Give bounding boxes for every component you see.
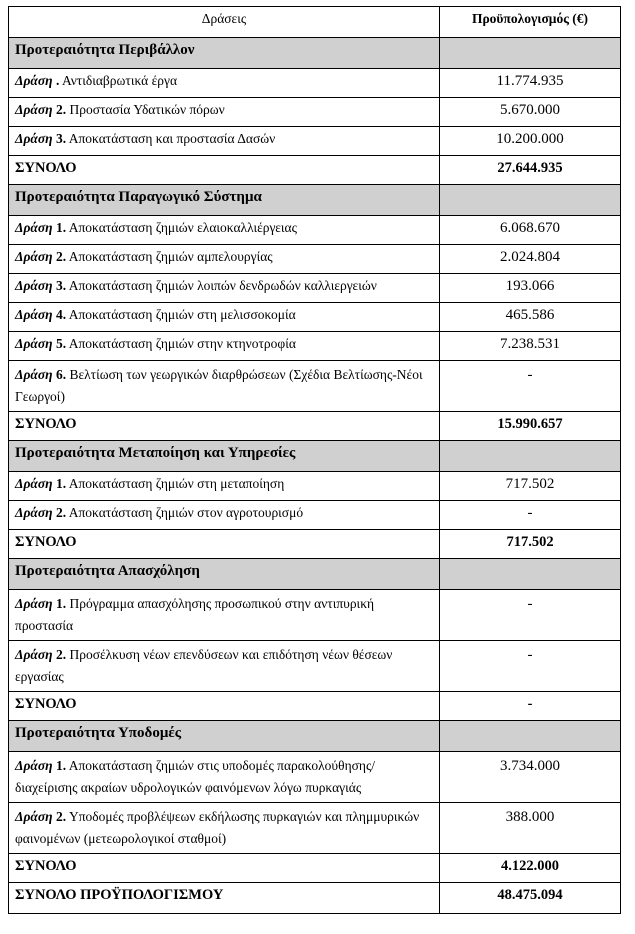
total-row (9, 530, 621, 559)
section-row (9, 441, 621, 472)
total-value: 717.502 (440, 530, 621, 559)
action-budget: - (440, 361, 621, 412)
action-budget: 6.068.670 (440, 216, 621, 245)
action-budget: 465.586 (440, 303, 621, 332)
action-number: 1. (52, 476, 67, 491)
action-row (9, 303, 621, 332)
section-empty-cell (440, 721, 621, 752)
action-number: . (52, 73, 60, 88)
action-prefix: Δράση (15, 249, 53, 264)
action-budget: 193.066 (440, 274, 621, 303)
action-budget: 10.200.000 (440, 127, 621, 156)
action-number: 5. (52, 336, 67, 351)
action-budget: 388.000 (440, 803, 621, 854)
action-row (9, 245, 621, 274)
total-label: ΣΥΝΟΛΟ (9, 412, 440, 441)
total-row (9, 692, 621, 721)
section-row (9, 185, 621, 216)
action-row (9, 216, 621, 245)
action-budget: 2.024.804 (440, 245, 621, 274)
total-value: 27.644.935 (440, 156, 621, 185)
section-title: Προτεραιότητα Περιβάλλον (9, 38, 440, 69)
action-number: 3. (52, 131, 67, 146)
action-prefix: Δράση (15, 220, 53, 235)
action-text: Αποκατάσταση ζημιών στη μεταποίηση (66, 476, 285, 491)
action-description (9, 332, 440, 361)
action-prefix: Δράση (15, 131, 53, 146)
total-row (9, 156, 621, 185)
total-row (9, 854, 621, 883)
action-text: Αποκατάσταση και προστασία Δασών (66, 131, 276, 146)
action-text: Αποκατάσταση ζημιών στον αγροτουρισμό (66, 505, 304, 520)
action-number: 6. (52, 367, 67, 382)
action-prefix: Δράση (15, 505, 53, 520)
total-row (9, 412, 621, 441)
action-budget: 7.238.531 (440, 332, 621, 361)
action-text: Αντιδιαβρωτικά έργα (59, 73, 178, 88)
action-description (9, 590, 440, 641)
action-prefix: Δράση (15, 647, 53, 662)
action-number: 1. (52, 220, 67, 235)
action-number: 2. (52, 102, 67, 117)
total-value: 4.122.000 (440, 854, 621, 883)
action-number: 3. (52, 278, 67, 293)
action-prefix: Δράση (15, 278, 53, 293)
section-title: Προτεραιότητα Υποδομές (9, 721, 440, 752)
action-text: Υποδομές προβλέψεων εκδήλωσης πυρκαγιών και πλημμυρικών φαινομένων (μετεωρολογικοί σταθμοί) (15, 809, 420, 846)
grand-total-label: ΣΥΝΟΛΟ ΠΡΟΫΠΟΛΟΓΙΣΜΟΥ (9, 883, 440, 914)
action-row (9, 361, 621, 412)
action-description (9, 127, 440, 156)
action-description (9, 69, 440, 98)
action-description (9, 752, 440, 803)
action-number: 1. (52, 596, 67, 611)
action-text: Αποκατάσταση ζημιών στην κτηνοτροφία (66, 336, 296, 351)
action-prefix: Δράση (15, 307, 53, 322)
action-number: 2. (52, 505, 67, 520)
action-budget: - (440, 641, 621, 692)
grand-total-row (9, 883, 621, 914)
total-label: ΣΥΝΟΛΟ (9, 692, 440, 721)
action-budget: 717.502 (440, 472, 621, 501)
section-title: Προτεραιότητα Μεταποίηση και Υπηρεσίες (9, 441, 440, 472)
action-prefix: Δράση (15, 73, 53, 88)
header-actions: Δράσεις (9, 7, 440, 38)
action-row (9, 803, 621, 854)
header-budget: Προϋπολογισμός (€) (440, 7, 621, 38)
action-number: 4. (52, 307, 67, 322)
action-text: Προσέλκυση νέων επενδύσεων και επιδότηση νέων θέσεων εργασίας (15, 647, 393, 684)
total-label: ΣΥΝΟΛΟ (9, 156, 440, 185)
action-description (9, 361, 440, 412)
action-prefix: Δράση (15, 367, 53, 382)
header-row (9, 7, 621, 38)
total-label: ΣΥΝΟΛΟ (9, 854, 440, 883)
action-number: 1. (52, 758, 67, 773)
action-text: Αποκατάσταση ζημιών στη μελισσοκομία (66, 307, 296, 322)
budget-table (8, 6, 621, 914)
action-row (9, 127, 621, 156)
action-prefix: Δράση (15, 596, 53, 611)
action-row (9, 332, 621, 361)
section-empty-cell (440, 441, 621, 472)
action-text: Αποκατάσταση ζημιών λοιπών δενδρωδών καλλιεργειών (66, 278, 377, 293)
action-row (9, 641, 621, 692)
action-row (9, 472, 621, 501)
action-description (9, 274, 440, 303)
section-title: Προτεραιότητα Απασχόληση (9, 559, 440, 590)
action-prefix: Δράση (15, 809, 53, 824)
action-prefix: Δράση (15, 102, 53, 117)
action-budget: 5.670.000 (440, 98, 621, 127)
action-description (9, 501, 440, 530)
action-budget: 3.734.000 (440, 752, 621, 803)
action-row (9, 98, 621, 127)
action-row (9, 501, 621, 530)
action-text: Αποκατάσταση ζημιών αμπελουργίας (66, 249, 273, 264)
action-row (9, 590, 621, 641)
total-value: 15.990.657 (440, 412, 621, 441)
action-prefix: Δράση (15, 336, 53, 351)
action-budget: 11.774.935 (440, 69, 621, 98)
action-budget: - (440, 590, 621, 641)
section-title: Προτεραιότητα Παραγωγικό Σύστημα (9, 185, 440, 216)
action-description (9, 803, 440, 854)
action-text: Προστασία Υδατικών πόρων (66, 102, 225, 117)
action-text: Αποκατάσταση ζημιών στις υποδομές παρακολούθησης/ διαχείρισης ακραίων υδρολογικών φαινόμενων λόγω πυρκαγιάς (15, 758, 376, 795)
total-label: ΣΥΝΟΛΟ (9, 530, 440, 559)
section-empty-cell (440, 38, 621, 69)
action-row (9, 752, 621, 803)
action-number: 2. (52, 647, 67, 662)
action-row (9, 69, 621, 98)
action-number: 2. (52, 809, 67, 824)
action-prefix: Δράση (15, 758, 53, 773)
action-description (9, 472, 440, 501)
table-body (9, 38, 621, 914)
section-row (9, 559, 621, 590)
section-empty-cell (440, 559, 621, 590)
action-text: Πρόγραμμα απασχόλησης προσωπικού στην αντιπυρική προστασία (15, 596, 375, 633)
grand-total-value: 48.475.094 (440, 883, 621, 914)
action-number: 2. (52, 249, 67, 264)
action-prefix: Δράση (15, 476, 53, 491)
action-description (9, 641, 440, 692)
section-row (9, 721, 621, 752)
action-description (9, 216, 440, 245)
total-value: - (440, 692, 621, 721)
action-description (9, 303, 440, 332)
action-description (9, 98, 440, 127)
action-row (9, 274, 621, 303)
action-text: Αποκατάσταση ζημιών ελαιοκαλλιέργειας (66, 220, 297, 235)
section-row (9, 38, 621, 69)
action-text: Βελτίωση των γεωργικών διαρθρώσεων (Σχέδια Βελτίωσης-Νέοι Γεωργοί) (15, 367, 423, 404)
action-description (9, 245, 440, 274)
section-empty-cell (440, 185, 621, 216)
action-budget: - (440, 501, 621, 530)
